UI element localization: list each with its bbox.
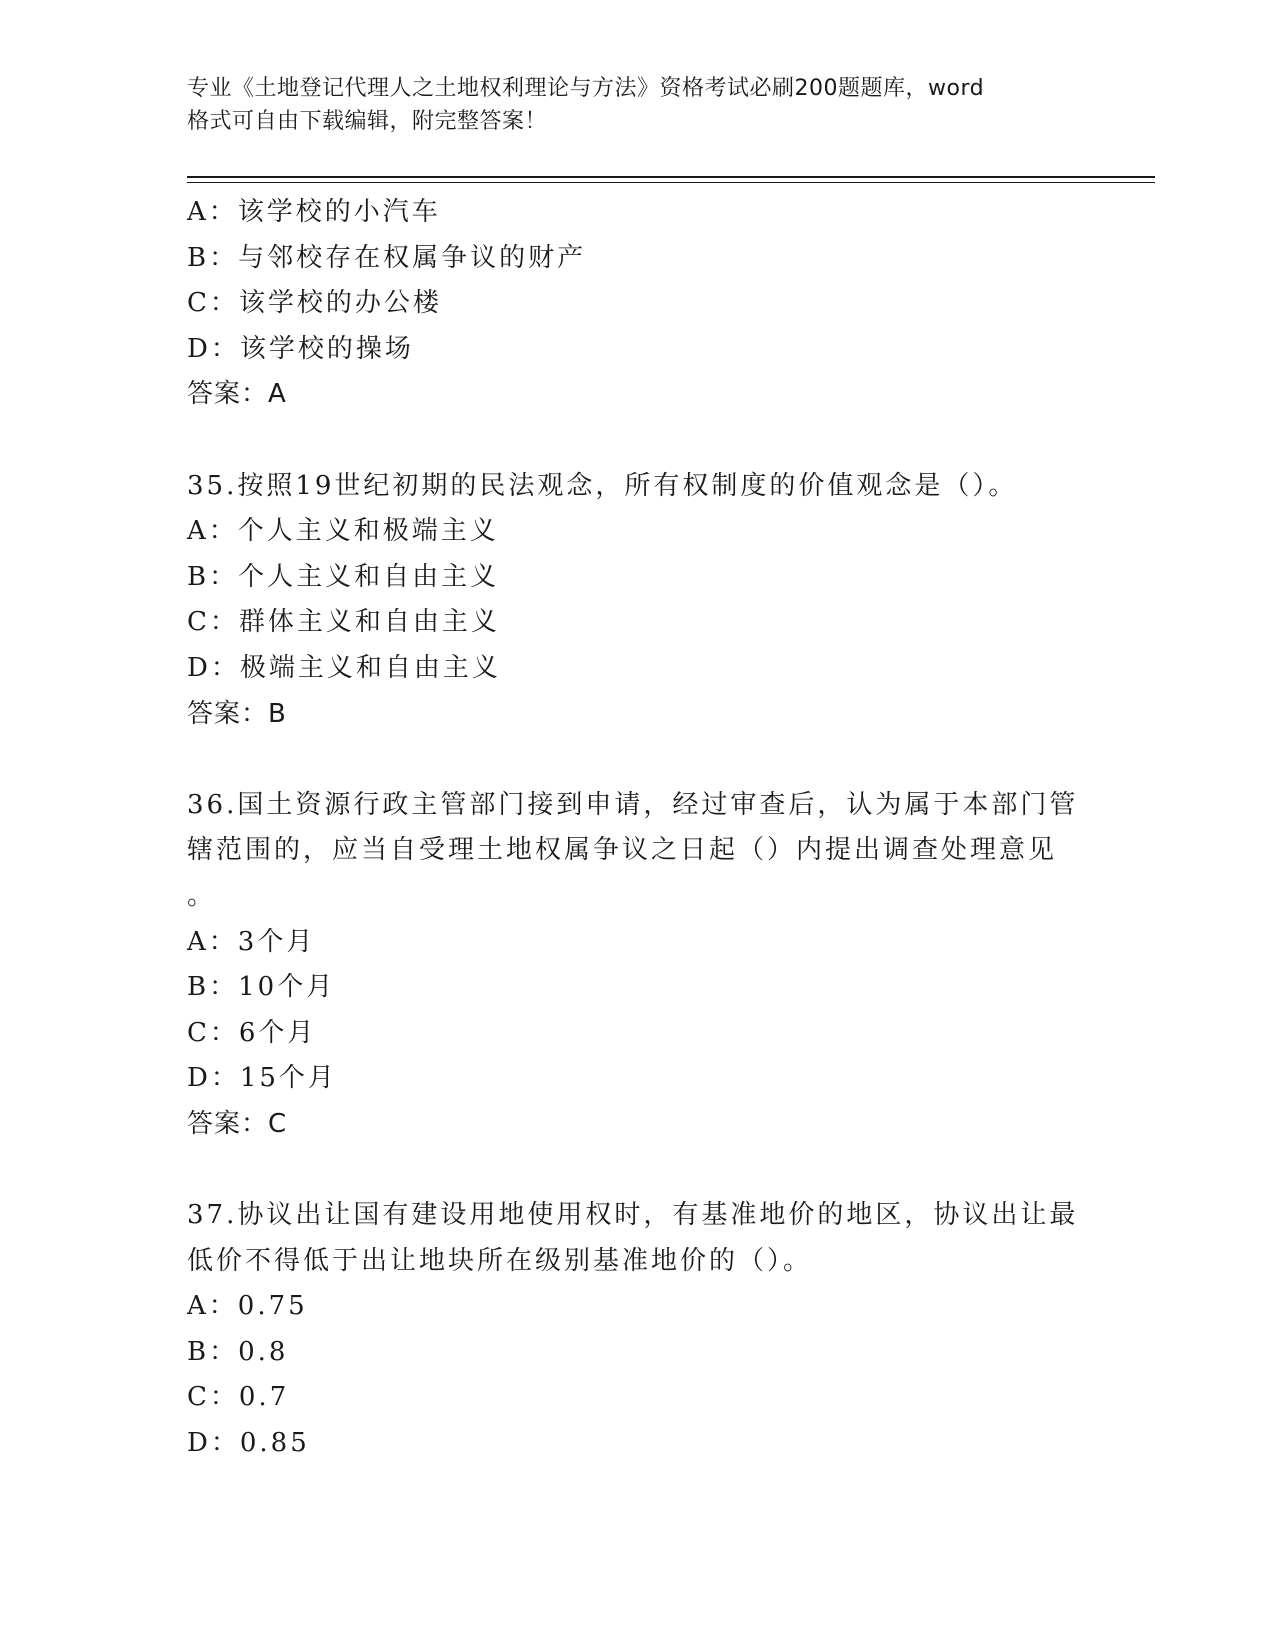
question-35-block — [187, 464, 1087, 738]
question-text-line-3: 。 — [187, 880, 217, 911]
option-a: A：该学校的小汽车 — [187, 197, 441, 227]
spacer — [187, 418, 1087, 464]
option-d: D：0.85 — [187, 1428, 310, 1459]
header-line-1: 专业《土地登记代理人之土地权利理论与方法》资格考试必刷200题题库，word — [187, 76, 985, 101]
spacer — [187, 737, 1087, 783]
header-divider-thin — [187, 182, 1155, 183]
option-c: C：6个月 — [187, 1017, 317, 1048]
option-b: B：与邻校存在权属争议的财产 — [187, 242, 587, 273]
option-c: C：群体主义和自由主义 — [187, 607, 500, 638]
document-header — [187, 72, 1047, 138]
answer-label: 答案：A — [187, 379, 287, 410]
option-a: A：个人主义和极端主义 — [187, 516, 499, 547]
answer-label: 答案：B — [187, 698, 287, 729]
header-line-2: 格式可自由下载编辑，附完整答案！ — [187, 109, 548, 134]
option-a: A：3个月 — [187, 926, 316, 957]
question-text-line-2: 低价不得低于出让地块所在级别基准地价的（）。 — [187, 1245, 813, 1276]
answer-label: 答案：C — [187, 1108, 288, 1139]
option-d: D：该学校的操场 — [187, 333, 414, 364]
option-d: D：极端主义和自由主义 — [187, 652, 501, 683]
option-c: C：该学校的办公楼 — [187, 288, 442, 319]
option-c: C：0.7 — [187, 1382, 290, 1413]
option-a: A：0.75 — [187, 1291, 308, 1322]
option-b: B：0.8 — [187, 1336, 289, 1367]
spacer — [187, 1147, 1087, 1193]
question-34-block — [187, 190, 1087, 418]
question-text-line-1: 37.协议出让国有建设用地使用权时，有基准地价的地区，协议出让最 — [187, 1200, 1079, 1231]
question-text: 35.按照19世纪初期的民法观念，所有权制度的价值观念是（）。 — [187, 470, 1018, 501]
option-b: B：个人主义和自由主义 — [187, 561, 500, 592]
question-text-line-2: 辖范围的，应当自受理土地权属争议之日起（）内提出调查处理意见 — [187, 835, 1058, 866]
question-37-block — [187, 1193, 1087, 1467]
question-content — [187, 190, 1087, 1467]
question-text-line-1: 36.国土资源行政主管部门接到申请，经过审查后，认为属于本部门管 — [187, 789, 1079, 820]
option-b: B：10个月 — [187, 972, 336, 1003]
header-divider-thick — [187, 176, 1155, 178]
question-36-block — [187, 783, 1087, 1148]
option-d: D：15个月 — [187, 1063, 337, 1094]
